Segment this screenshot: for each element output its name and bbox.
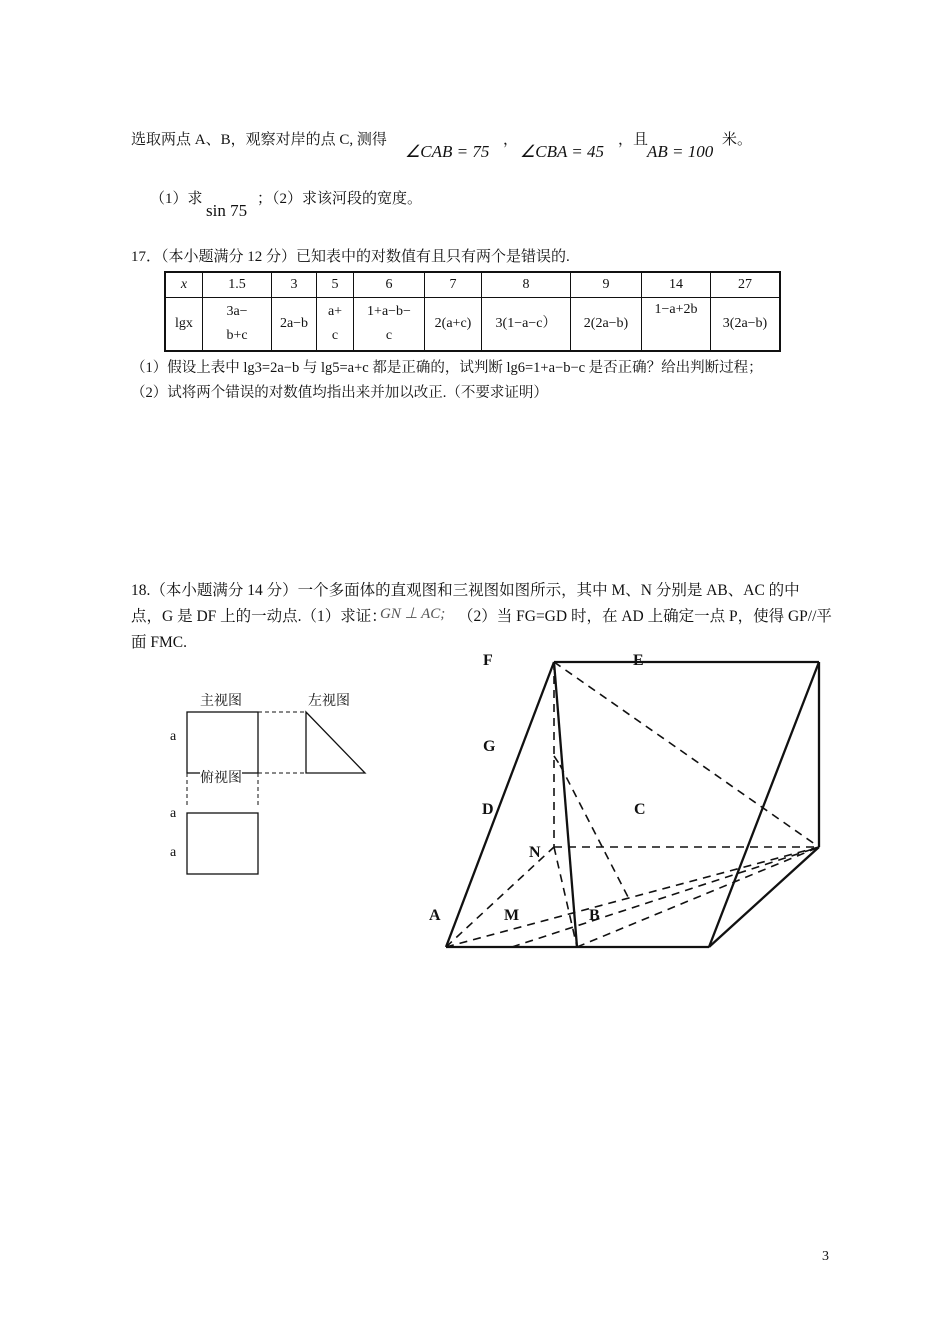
table-cell-lg: 2a−b bbox=[272, 298, 317, 352]
q17-part1: （1）假设上表中 lg3=2a−b 与 lg5=a+c 都是正确的，试判断 lg6=1+a−b−c 是否正确？给出判断过程； bbox=[131, 360, 763, 376]
dim-a-3: a bbox=[170, 845, 177, 860]
dim-a-1: a bbox=[170, 729, 177, 744]
table-cell-x: 14 bbox=[642, 272, 711, 298]
q16-angle-cab: ∠CAB = 75 bbox=[405, 142, 490, 161]
q16-part2: ；（2）求该河段的宽度。 bbox=[257, 191, 423, 207]
table-cell-x: 8 bbox=[482, 272, 571, 298]
point-label-b: B bbox=[589, 907, 600, 924]
q18-line1: 18.（本小题满分 14 分）一个多面体的直观图和三视图如图所示，其中 M、N 分别是 AB、AC 的中 bbox=[131, 582, 800, 599]
point-label-d: D bbox=[482, 801, 494, 818]
table-cell-x: 7 bbox=[425, 272, 482, 298]
table-cell-lg: a+ c bbox=[317, 298, 354, 352]
side-view-label: 左视图 bbox=[308, 694, 350, 709]
table-cell-x: 6 bbox=[354, 272, 425, 298]
q16-sin75: sin 75 bbox=[206, 201, 248, 220]
table-cell-x: 5 bbox=[317, 272, 354, 298]
q16-part1-prefix: （1）求 bbox=[150, 191, 203, 207]
table-cell-lg: 1−a+2b bbox=[642, 298, 711, 352]
q16-text-1: 选取两点 A、B，观察对岸的点 C, 测得 bbox=[131, 132, 387, 148]
q18-line2-prefix: 点，G 是 DF 上的一动点.（1）求证： bbox=[131, 608, 387, 625]
table-cell-x: 1.5 bbox=[203, 272, 272, 298]
q16-text-3: 米。 bbox=[722, 132, 753, 148]
point-label-a: A bbox=[429, 907, 441, 924]
front-view-label: 主视图 bbox=[200, 694, 242, 709]
q18-gn-ac: GN ⊥ AC; bbox=[380, 606, 446, 622]
table-header-lgx: lgx bbox=[165, 298, 203, 352]
q17-part2: （2）试将两个错误的对数值均指出来并加以改正.（不要求证明） bbox=[131, 385, 548, 401]
point-label-n: N bbox=[529, 844, 541, 861]
table-cell-lg: 2(a+c) bbox=[425, 298, 482, 352]
q16-text-2: ，且 bbox=[618, 132, 649, 148]
q16-ab: AB = 100 bbox=[647, 142, 714, 161]
q16-comma: ， bbox=[503, 132, 519, 148]
table-cell-lg: 2(2a−b) bbox=[571, 298, 642, 352]
q17-title: 17．（本小题满分 12 分）已知表中的对数值有且只有两个是错误的. bbox=[131, 249, 570, 265]
q18-line3: 面 FMC. bbox=[131, 634, 187, 651]
top-view-label: 俯视图 bbox=[200, 767, 242, 787]
point-label-e: E bbox=[633, 652, 644, 669]
point-label-c: C bbox=[634, 801, 646, 818]
table-cell-x: 27 bbox=[711, 272, 781, 298]
point-label-m: M bbox=[504, 907, 520, 924]
table-cell-lg: 3(1−a−c） bbox=[482, 298, 571, 352]
table-header-x: x bbox=[165, 272, 203, 298]
point-label-f: F bbox=[483, 652, 493, 669]
dim-a-2: a bbox=[170, 806, 177, 821]
page-number: 3 bbox=[822, 1249, 829, 1264]
table-cell-lg: 3a− b+c bbox=[203, 298, 272, 352]
q18-line2-suffix: （2）当 FG=GD 时，在 AD 上确定一点 P，使得 GP//平 bbox=[458, 608, 832, 625]
table-cell-x: 9 bbox=[571, 272, 642, 298]
q16-angle-cba: ∠CBA = 45 bbox=[520, 142, 605, 161]
table-cell-x: 3 bbox=[272, 272, 317, 298]
table-cell-lg: 3(2a−b) bbox=[711, 298, 781, 352]
point-label-g: G bbox=[483, 738, 496, 755]
table-cell-lg: 1+a−b− c bbox=[354, 298, 425, 352]
